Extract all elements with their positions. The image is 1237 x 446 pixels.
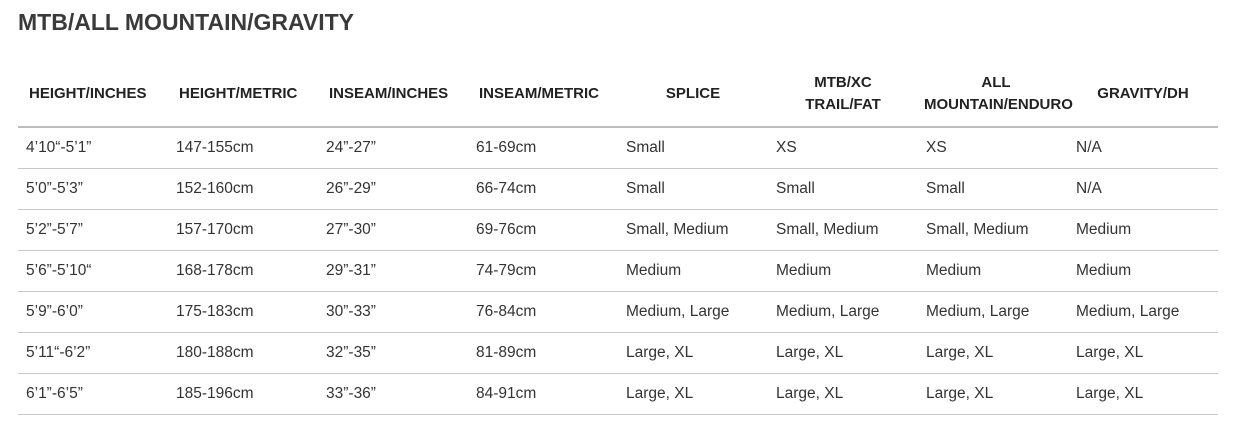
cell-inseam-metric: 69-76cm <box>468 210 618 251</box>
cell-height-inches: 6’1”-6’5” <box>18 374 168 415</box>
cell-mtb-xc-trail-fat: Small, Medium <box>768 210 918 251</box>
cell-inseam-metric: 76-84cm <box>468 292 618 333</box>
header-row <box>18 62 1218 127</box>
cell-mtb-xc-trail-fat: Large, XL <box>768 333 918 374</box>
cell-inseam-metric: 84-91cm <box>468 374 618 415</box>
cell-all-mountain-enduro: Medium, Large <box>918 292 1068 333</box>
header-height-inches: HEIGHT/INCHES <box>18 62 168 127</box>
table-row <box>18 374 1218 415</box>
header-splice: SPLICE <box>618 62 768 127</box>
cell-height-metric: 168-178cm <box>168 251 318 292</box>
cell-all-mountain-enduro: Small, Medium <box>918 210 1068 251</box>
cell-inseam-inches: 30”-33” <box>318 292 468 333</box>
cell-splice: Medium, Large <box>618 292 768 333</box>
cell-inseam-inches: 26”-29” <box>318 169 468 210</box>
cell-height-metric: 175-183cm <box>168 292 318 333</box>
cell-height-inches: 4’10“-5’1” <box>18 127 168 169</box>
cell-splice: Small <box>618 169 768 210</box>
table-row <box>18 251 1218 292</box>
cell-inseam-inches: 29”-31” <box>318 251 468 292</box>
cell-inseam-metric: 74-79cm <box>468 251 618 292</box>
cell-inseam-metric: 61-69cm <box>468 127 618 169</box>
cell-gravity-dh: Medium, Large <box>1068 292 1218 333</box>
cell-gravity-dh: N/A <box>1068 169 1218 210</box>
cell-mtb-xc-trail-fat: XS <box>768 127 918 169</box>
cell-mtb-xc-trail-fat: Large, XL <box>768 374 918 415</box>
cell-gravity-dh: Medium <box>1068 210 1218 251</box>
header-inseam-metric: INSEAM/METRIC <box>468 62 618 127</box>
cell-height-metric: 152-160cm <box>168 169 318 210</box>
cell-height-inches: 5’9”-6’0” <box>18 292 168 333</box>
cell-inseam-metric: 81-89cm <box>468 333 618 374</box>
size-chart-table <box>18 62 1218 415</box>
table-row <box>18 292 1218 333</box>
cell-all-mountain-enduro: Large, XL <box>918 374 1068 415</box>
cell-inseam-metric: 66-74cm <box>468 169 618 210</box>
cell-splice: Small <box>618 127 768 169</box>
cell-mtb-xc-trail-fat: Medium, Large <box>768 292 918 333</box>
cell-height-inches: 5’2”-5’7” <box>18 210 168 251</box>
header-gravity-dh: GRAVITY/DH <box>1068 62 1218 127</box>
header-inseam-inches: INSEAM/INCHES <box>318 62 468 127</box>
cell-inseam-inches: 27”-30” <box>318 210 468 251</box>
table-row <box>18 210 1218 251</box>
cell-all-mountain-enduro: Large, XL <box>918 333 1068 374</box>
cell-inseam-inches: 32”-35” <box>318 333 468 374</box>
header-height-metric: HEIGHT/METRIC <box>168 62 318 127</box>
cell-gravity-dh: Medium <box>1068 251 1218 292</box>
table-row <box>18 127 1218 169</box>
cell-splice: Small, Medium <box>618 210 768 251</box>
cell-height-inches: 5’11“-6’2” <box>18 333 168 374</box>
table-row <box>18 333 1218 374</box>
cell-mtb-xc-trail-fat: Medium <box>768 251 918 292</box>
cell-inseam-inches: 24”-27” <box>318 127 468 169</box>
cell-splice: Large, XL <box>618 333 768 374</box>
cell-all-mountain-enduro: XS <box>918 127 1068 169</box>
page-title: MTB/ALL MOUNTAIN/GRAVITY <box>18 9 355 35</box>
cell-mtb-xc-trail-fat: Small <box>768 169 918 210</box>
cell-gravity-dh: Large, XL <box>1068 333 1218 374</box>
cell-all-mountain-enduro: Medium <box>918 251 1068 292</box>
cell-height-metric: 185-196cm <box>168 374 318 415</box>
cell-all-mountain-enduro: Small <box>918 169 1068 210</box>
cell-gravity-dh: N/A <box>1068 127 1218 169</box>
cell-inseam-inches: 33”-36” <box>318 374 468 415</box>
cell-height-metric: 180-188cm <box>168 333 318 374</box>
cell-gravity-dh: Large, XL <box>1068 374 1218 415</box>
cell-height-metric: 147-155cm <box>168 127 318 169</box>
cell-splice: Large, XL <box>618 374 768 415</box>
cell-splice: Medium <box>618 251 768 292</box>
table-row <box>18 169 1218 210</box>
cell-height-inches: 5’6”-5’10“ <box>18 251 168 292</box>
table-body <box>18 127 1218 415</box>
cell-height-metric: 157-170cm <box>168 210 318 251</box>
header-mtb-xc-trail-fat: MTB/XC TRAIL/FAT <box>768 62 918 127</box>
table-header <box>18 62 1218 127</box>
header-all-mountain-enduro: ALL MOUNTAIN/ENDURO <box>918 62 1068 127</box>
cell-height-inches: 5’0”-5’3” <box>18 169 168 210</box>
